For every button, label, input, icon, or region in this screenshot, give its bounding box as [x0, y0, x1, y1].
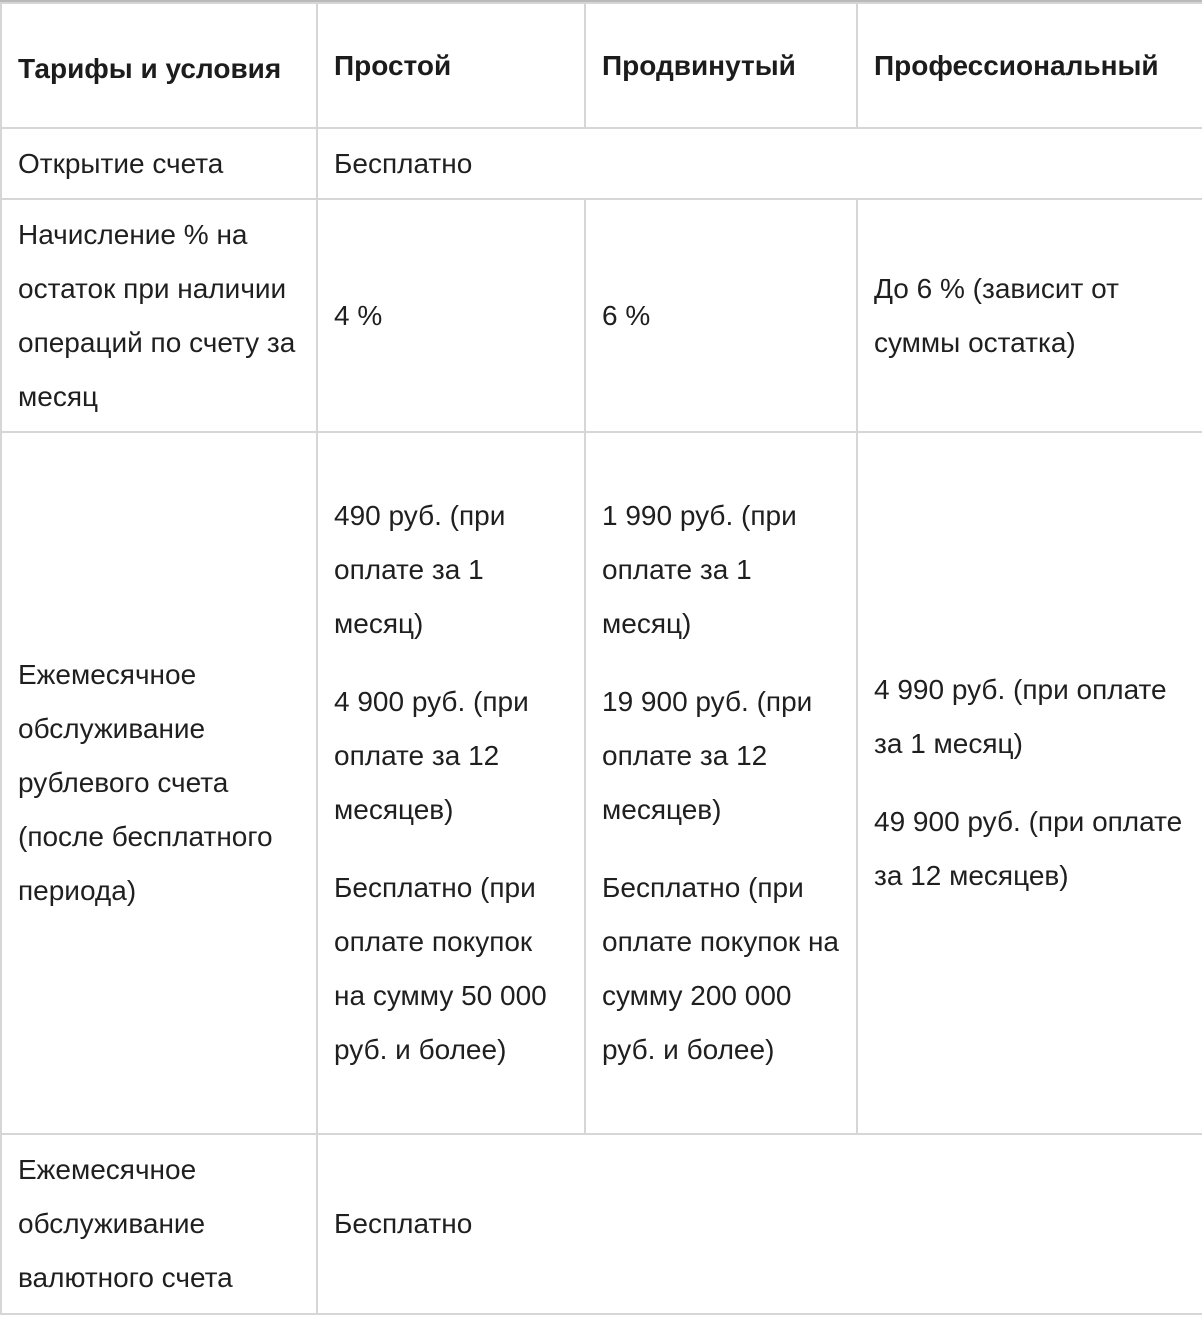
table-row-account-opening: [1, 128, 1202, 199]
price-option: 49 900 руб. (при оплате за 12 месяцев): [874, 806, 1183, 891]
value-cell-professional: До 6 % (зависит от суммы остатка): [857, 199, 1202, 432]
plan-name: Профессиональный: [874, 49, 1159, 81]
table-row-rub-account-service: [1, 432, 1202, 1134]
value-cell-advanced: 6 %: [585, 199, 857, 432]
plan-name: Продвинутый: [602, 49, 796, 81]
row-label: Ежемесячное обслуживание рублевого счета (после бесплатного периода): [1, 432, 317, 1134]
price-option: 1 990 руб. (при оплате за 1 месяц): [602, 500, 797, 639]
price-option: 490 руб. (при оплате за 1 месяц): [334, 500, 506, 639]
value-cell-advanced: [585, 432, 857, 1134]
header-cell-conditions: [1, 3, 317, 128]
header-cell-plan-professional: [857, 3, 1202, 128]
price-option: Бесплатно (при оплате покупок на сумму 200 000 руб. и более): [602, 872, 839, 1065]
value-cell-simple: 4 %: [317, 199, 585, 432]
plan-name: Простой: [334, 49, 452, 81]
row-label: Начисление % на остаток при наличии операций по счету за месяц: [1, 199, 317, 432]
tariffs-table: [0, 2, 1202, 1315]
price-option: 4 900 руб. (при оплате за 12 месяцев): [334, 686, 529, 825]
price-option: Бесплатно (при оплате покупок на сумму 50 000 руб. и более): [334, 872, 547, 1065]
header-label: Тарифы и условия: [18, 52, 282, 84]
value-cell-professional: [857, 432, 1202, 1134]
merged-value-cell: Бесплатно: [317, 128, 1202, 199]
header-cell-plan-simple: [317, 3, 585, 128]
header-cell-plan-advanced: [585, 3, 857, 128]
table-row-interest: [1, 199, 1202, 432]
price-option: 4 990 руб. (при оплате за 1 месяц): [874, 674, 1167, 759]
table-header-row: [1, 3, 1202, 128]
merged-value-cell: Бесплатно: [317, 1134, 1202, 1314]
row-label: Ежемесячное обслуживание валютного счета: [1, 1134, 317, 1314]
price-option: 19 900 руб. (при оплате за 12 месяцев): [602, 686, 813, 825]
value-cell-simple: [317, 432, 585, 1134]
row-label: Открытие счета: [1, 128, 317, 199]
table-row-fx-account-service: [1, 1134, 1202, 1314]
